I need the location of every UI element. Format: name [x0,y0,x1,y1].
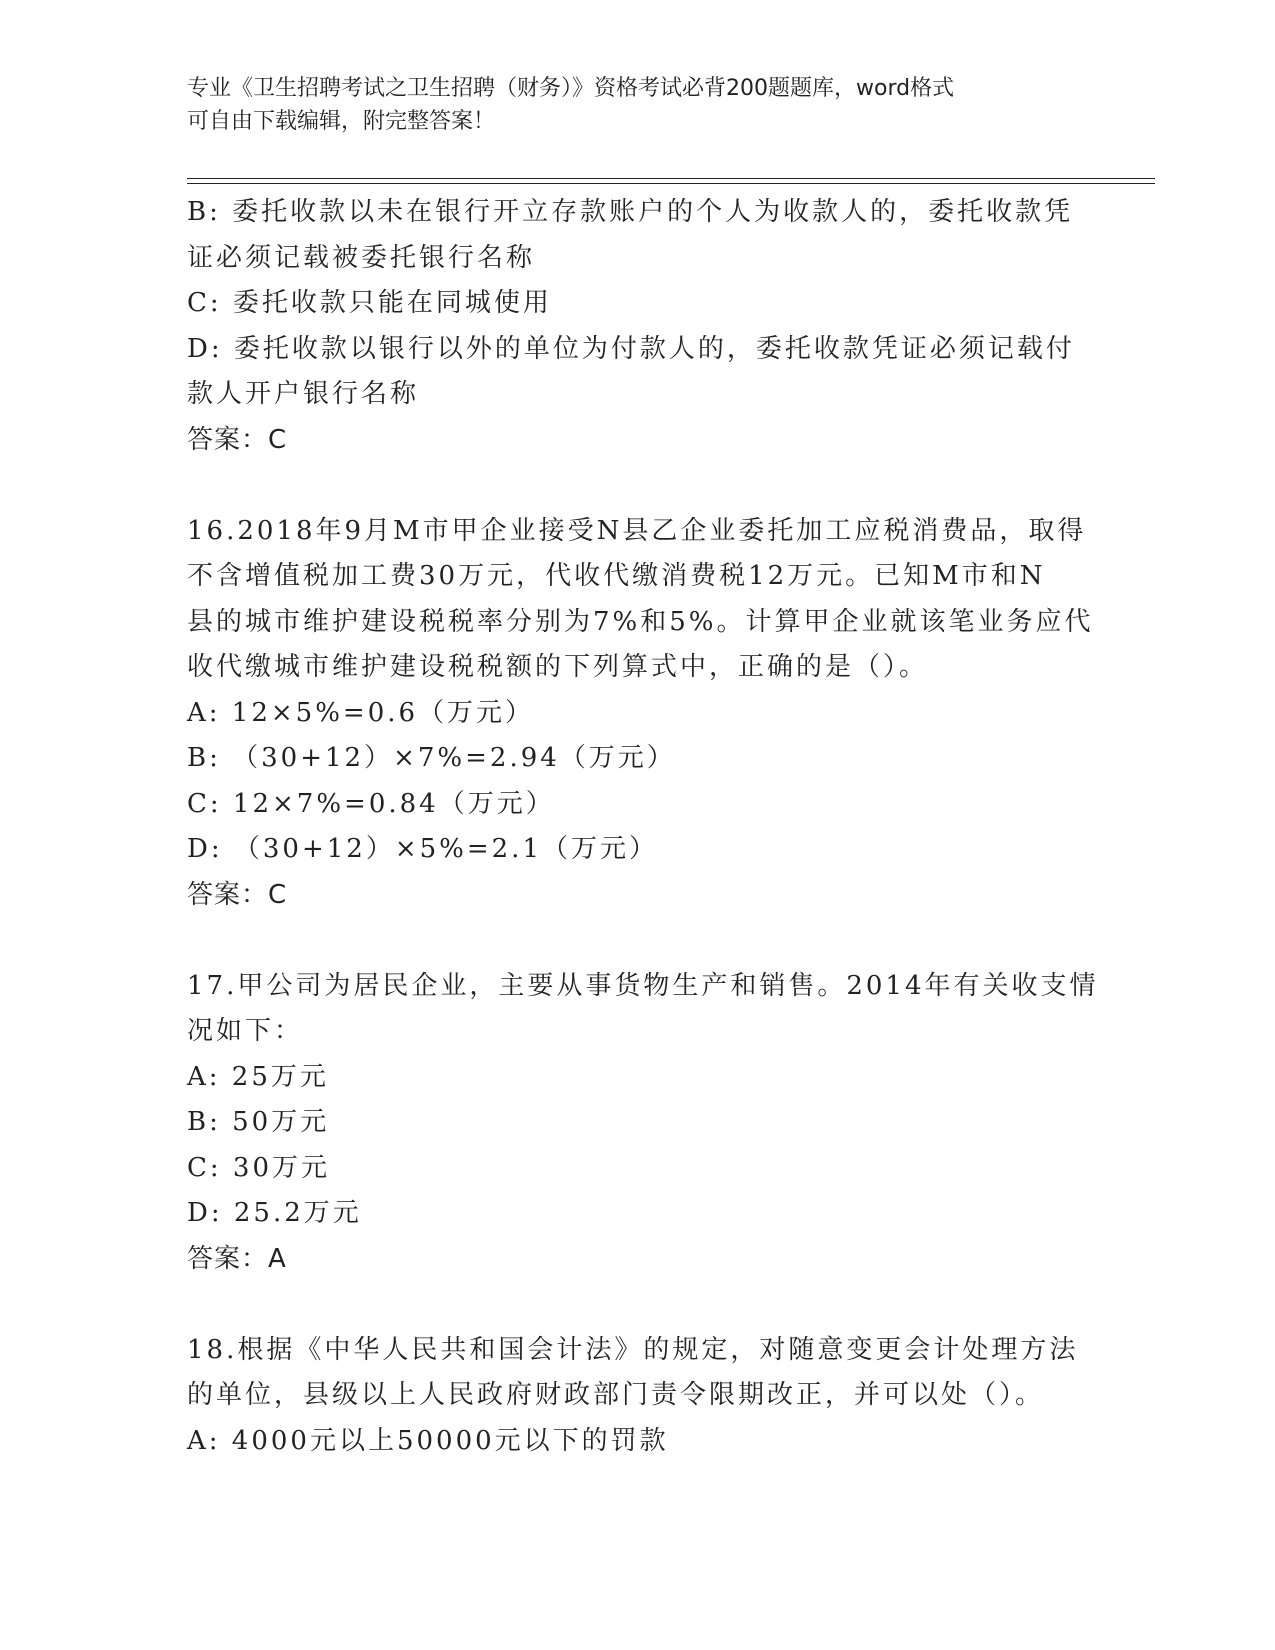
spacer [187,918,1087,964]
option-d: D: 25.2万元 [187,1198,362,1228]
question-stem-line-4: 收代缴城市维护建设税税额的下列算式中，正确的是（）。 [187,652,929,682]
option-c: C: 30万元 [187,1152,331,1183]
question-stem-line-1: 17.甲公司为居民企业，主要从事货物生产和销售。2014年有关收支情 [187,970,1099,1001]
option-b: B: （30+12）×7%=2.94（万元） [187,743,676,773]
option-a: A: 4000元以上50000元以下的罚款 [187,1425,669,1456]
option-a: A: 25万元 [187,1061,329,1092]
question-15-tail [187,190,1087,463]
option-d-line-1: D: 委托收款以银行以外的单位为付款人的，委托收款凭证必须记载付 [187,333,1075,364]
header-line-1: 专业《卫生招聘考试之卫生招聘（财务）》资格考试必背200题题库，word格式 [187,76,955,101]
question-content [187,190,1099,1464]
document-header [187,72,1087,138]
header-line-2: 可自由下载编辑，附完整答案！ [187,109,496,134]
option-b-line-2: 证必须记载被委托银行名称 [187,242,536,273]
question-17 [187,964,1099,1283]
answer: 答案：C [187,424,288,455]
question-stem-line-2: 况如下： [187,1016,304,1046]
question-stem-line-1: 18.根据《中华人民共和国会计法》的规定，对随意变更会计处理方法 [187,1334,1079,1365]
answer: 答案：C [187,879,288,910]
question-stem-line-1: 16.2018年9月M市甲企业接受N县乙企业委托加工应税消费品，取得 [187,515,1087,546]
question-stem-line-3: 县的城市维护建设税税率分别为7%和5%。计算甲企业就该笔业务应代 [187,606,1094,637]
answer: 答案：A [187,1243,287,1274]
option-c: C: 12×7%=0.84（万元） [187,788,555,819]
option-a: A: 12×5%=0.6（万元） [187,697,535,728]
header-divider-top [187,178,1155,179]
question-18 [187,1328,1087,1465]
question-16 [187,509,1094,919]
option-c: C: 委托收款只能在同城使用 [187,288,552,318]
spacer [187,463,1087,509]
header-divider-bottom [187,183,1155,184]
option-b-line-1: B: 委托收款以未在银行开立存款账户的个人为收款人的，委托收款凭 [187,197,1074,227]
spacer [187,1282,1087,1328]
option-d-line-2: 款人开户银行名称 [187,379,420,409]
option-d: D: （30+12）×5%=2.1（万元） [187,834,658,864]
question-stem-line-2: 的单位，县级以上人民政府财政部门责令限期改正，并可以处（）。 [187,1380,1045,1410]
option-b: B: 50万元 [187,1107,330,1137]
question-stem-line-2: 不含增值税加工费30万元，代收代缴消费税12万元。已知M市和N [187,561,1046,591]
